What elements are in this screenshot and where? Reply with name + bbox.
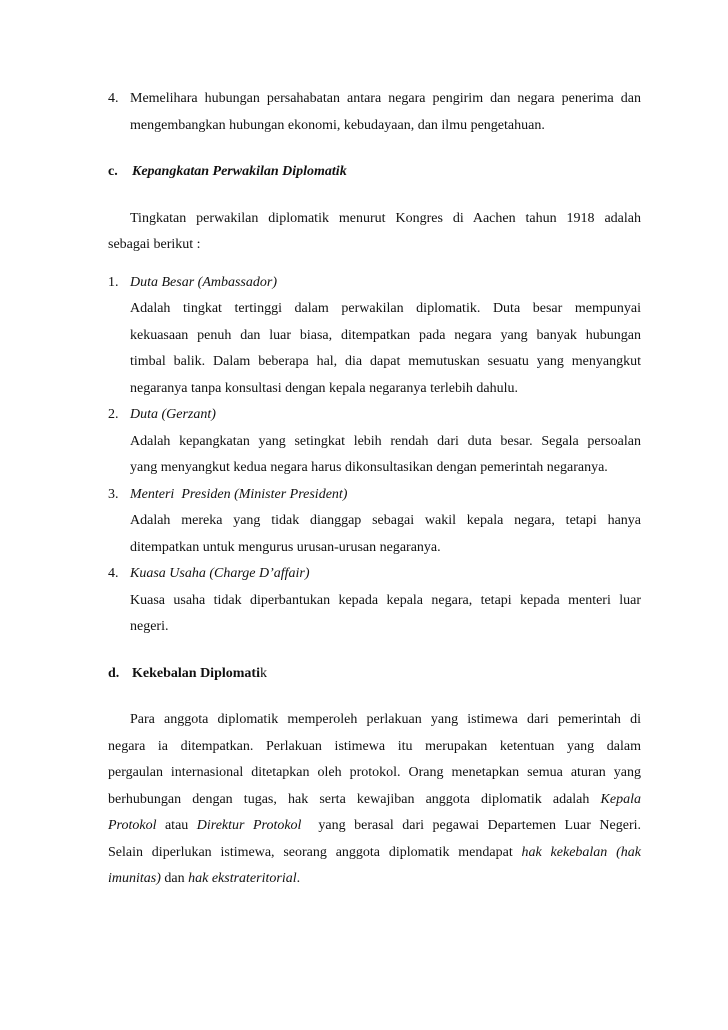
section-letter: c. <box>108 164 118 179</box>
item-title: Kuasa Usaha (Charge D’affair) <box>130 566 310 581</box>
item-title: Duta (Gerzant) <box>130 407 216 422</box>
section-letter: d. <box>108 665 120 681</box>
text-line: yang menyangkut kedua negara harus dikonsultasikan dengan pemerintah negaranya. <box>130 460 608 475</box>
section-d-heading <box>108 661 641 688</box>
text-line: kekuasaan penuh dan luar biasa, ditempatkan pada negara yang banyak hubungan <box>130 327 641 343</box>
item-title: Menteri Presiden (Minister President) <box>130 486 348 502</box>
text-line: mengembangkan hubungan ekonomi, kebudayaan, dan ilmu pengetahuan. <box>130 117 545 133</box>
italic-term: Direktur Protokol <box>196 818 302 833</box>
text-line <box>108 840 641 867</box>
italic-term: Kepala <box>600 791 641 807</box>
text-line: ditempatkan untuk mengurus urusan-urusan negaranya. <box>130 539 441 555</box>
document-page <box>108 86 641 893</box>
text-line: Adalah tingkat tertinggi dalam perwakilan diplomatik. Duta besar mempunyai <box>130 301 641 316</box>
text-line: pergaulan internasional ditetapkan oleh protokol. Orang menetapkan semua aturan yang <box>108 765 641 780</box>
text-line <box>108 787 641 814</box>
section-c-intro-line: sebagai berikut : <box>108 237 201 252</box>
list-number: 3. <box>108 486 119 502</box>
text-line: negara ia ditempatkan. Perlakuan istimewa itu merupakan ketentuan yang dalam <box>108 738 641 754</box>
list-number: 2. <box>108 407 119 422</box>
text-line: Adalah kepangkatan yang setingkat lebih rendah dari duta besar. Segala persoalan <box>130 433 641 449</box>
list-item-4-intro <box>108 86 641 139</box>
text-span: Selain diperlukan istimewa, seorang anggota diplomatik mendapat <box>108 844 522 860</box>
text-span: yang berasal dari pegawai Departemen Luar Negeri. <box>301 818 641 833</box>
text-line: timbal balik. Dalam beberapa hal, dia dapat memutuskan sesuatu yang menyangkut <box>130 354 641 369</box>
item-title: Duta Besar (Ambassador) <box>130 274 277 290</box>
text-line: Kuasa usaha tidak diperbantukan kepada kepala negara, tetapi kepada menteri luar <box>130 592 641 608</box>
section-c-heading <box>108 159 641 186</box>
text-line: negaranya tanpa konsultasi dengan kepala negaranya terlebih dahulu. <box>130 380 518 396</box>
text-span: . <box>296 871 301 886</box>
section-d-paragraph <box>108 707 641 893</box>
list-number: 4. <box>108 566 119 581</box>
section-title: Kekebalan Diplomati <box>132 665 260 681</box>
text-line: Para anggota diplomatik memperoleh perlakuan yang istimewa dari pemerintah di <box>130 712 641 727</box>
section-title-tail: k <box>259 665 267 681</box>
text-span: dan <box>160 871 189 886</box>
list-item-menteri-presiden <box>108 482 641 562</box>
text-line <box>108 813 641 840</box>
section-c-intro-line: Tingkatan perwakilan diplomatik menurut Kongres di Aachen tahun 1918 adalah <box>130 210 641 226</box>
italic-term: hak kekebalan (hak <box>521 844 641 860</box>
list-item-duta-besar <box>108 270 641 403</box>
list-item-duta <box>108 402 641 482</box>
text-line: Adalah mereka yang tidak dianggap sebagai wakil kepala negara, tetapi hanya <box>130 513 641 528</box>
list-item-kuasa-usaha <box>108 561 641 641</box>
list-number: 4. <box>108 91 119 106</box>
text-span: berhubungan dengan tugas, hak serta kewajiban anggota diplomatik adalah <box>108 791 601 807</box>
text-line <box>108 866 641 893</box>
italic-term: Protokol <box>108 818 157 833</box>
text-line: negeri. <box>130 619 169 634</box>
text-line: Memelihara hubungan persahabatan antara negara pengirim dan negara penerima dan <box>130 91 641 106</box>
section-title: Kepangkatan Perwakilan Diplomatik <box>132 164 347 179</box>
italic-term: hak ekstrateritorial <box>188 871 297 886</box>
list-number: 1. <box>108 274 119 290</box>
italic-term: imunitas) <box>108 871 161 886</box>
text-span: atau <box>156 818 197 833</box>
